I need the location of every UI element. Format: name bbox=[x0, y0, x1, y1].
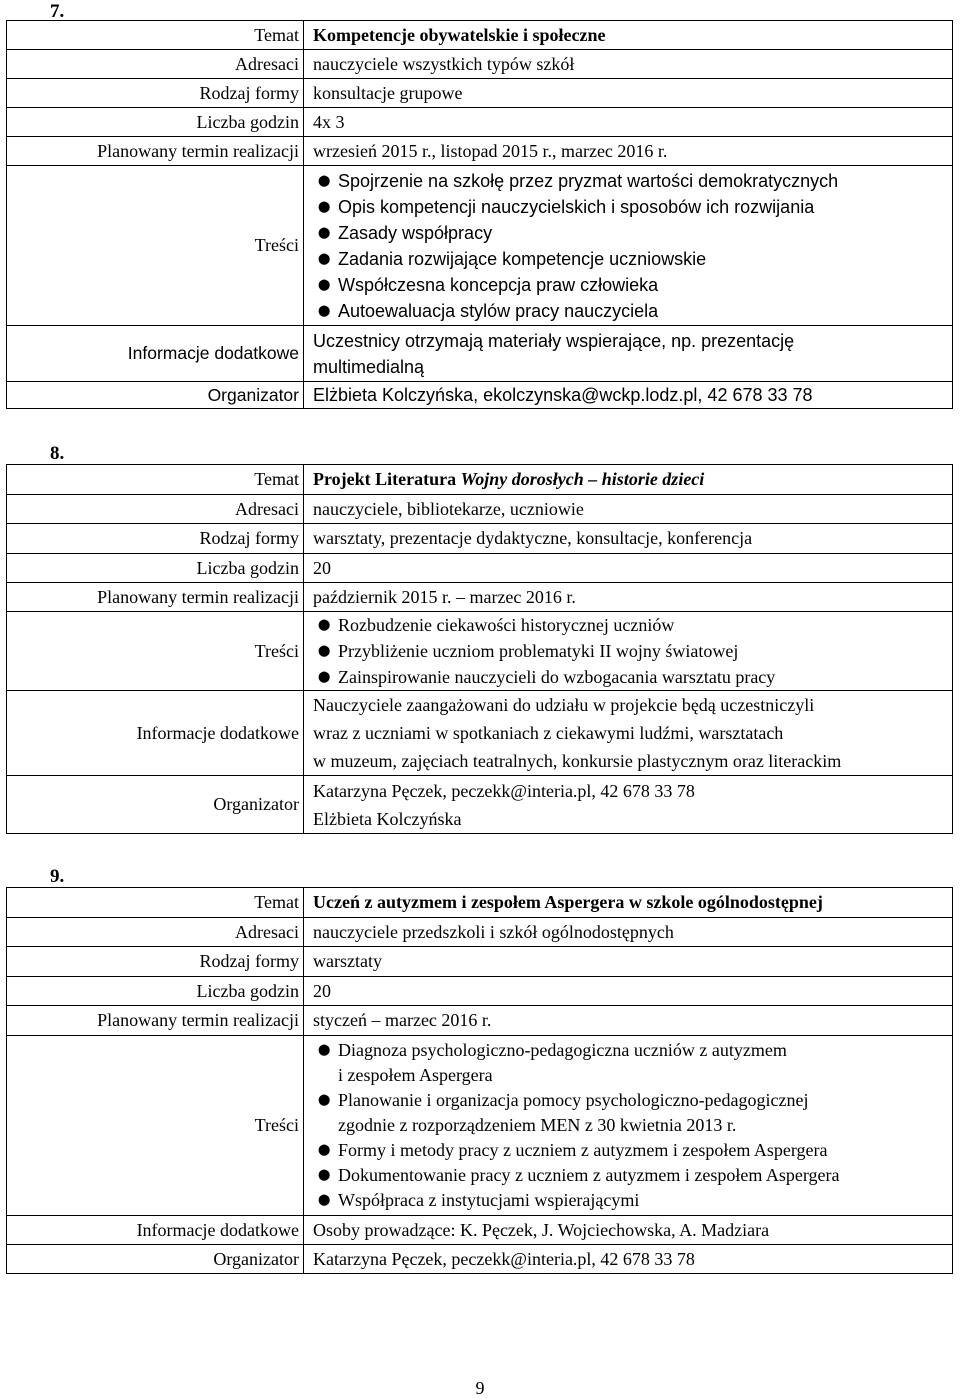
bullet-icon: ⬤ bbox=[318, 174, 331, 187]
liczba-godzin-value: 20 bbox=[304, 554, 953, 583]
rodzaj-formy-value: warsztaty, prezentacje dydaktyczne, konsultacje, konferencja bbox=[304, 524, 953, 554]
tresci-list bbox=[313, 1038, 952, 1213]
list-item bbox=[313, 1088, 952, 1138]
adresaci-value: nauczyciele wszystkich typów szkół bbox=[304, 50, 953, 79]
informacje-value: Osoby prowadzące: K. Pęczek, J. Wojciechowska, A. Madziara bbox=[304, 1216, 953, 1245]
informacje-value bbox=[304, 691, 953, 776]
bullet-icon: ⬤ bbox=[318, 200, 331, 213]
label-rodzaj-formy: Rodzaj formy bbox=[7, 79, 304, 108]
liczba-godzin-value: 20 bbox=[304, 977, 953, 1006]
list-item-text: Zadania rozwijające kompetencje uczniowskie bbox=[338, 248, 707, 269]
list-item bbox=[313, 220, 952, 246]
list-item bbox=[313, 298, 952, 324]
rodzaj-formy-value: konsultacje grupowe bbox=[304, 79, 953, 108]
label-informacje-dodatkowe: Informacje dodatkowe bbox=[7, 326, 304, 382]
page-number: 9 bbox=[475, 1378, 485, 1398]
list-item bbox=[313, 1163, 952, 1188]
termin-value: wrzesień 2015 r., listopad 2015 r., marzec 2016 r. bbox=[304, 137, 953, 166]
bullet-icon: ⬤ bbox=[318, 1144, 331, 1156]
bullet-icon: ⬤ bbox=[318, 1194, 331, 1206]
label-informacje-dodatkowe: Informacje dodatkowe bbox=[7, 1216, 304, 1245]
label-temat: Temat bbox=[7, 888, 304, 918]
list-item-text: zgodnie z rozporządzeniem MEN z 30 kwietnia 2013 r. bbox=[338, 1115, 737, 1135]
tresci-list bbox=[313, 612, 952, 690]
section-9-table bbox=[6, 887, 953, 1274]
termin-value: styczeń – marzec 2016 r. bbox=[304, 1006, 953, 1036]
list-item bbox=[313, 194, 952, 220]
tresci-value bbox=[304, 1036, 953, 1216]
info-line: Uczestnicy otrzymają materiały wspierające, np. prezentację bbox=[313, 330, 795, 351]
list-item-text: Formy i metody pracy z uczniem z autyzmem i zespołem Aspergera bbox=[338, 1140, 828, 1160]
bullet-icon: ⬤ bbox=[318, 304, 331, 317]
adresaci-value: nauczyciele, bibliotekarze, uczniowie bbox=[304, 495, 953, 524]
label-tresci: Treści bbox=[7, 166, 304, 326]
list-item bbox=[313, 1188, 952, 1213]
section-number: 7. bbox=[50, 1, 65, 22]
list-item-text: Diagnoza psychologiczno-pedagogiczna uczniów z autyzmem bbox=[338, 1040, 787, 1060]
label-termin: Planowany termin realizacji bbox=[7, 1006, 304, 1036]
list-item bbox=[313, 272, 952, 298]
informacje-value bbox=[304, 326, 953, 382]
list-item-text: Planowanie i organizacja pomocy psychologiczno-pedagogicznej bbox=[338, 1090, 809, 1110]
label-rodzaj-formy: Rodzaj formy bbox=[7, 524, 304, 554]
rodzaj-formy-value: warsztaty bbox=[304, 947, 953, 977]
termin-value: październik 2015 r. – marzec 2016 r. bbox=[304, 583, 953, 612]
section-number: 9. bbox=[50, 866, 65, 887]
label-adresaci: Adresaci bbox=[7, 495, 304, 524]
label-tresci: Treści bbox=[7, 612, 304, 691]
section-number: 8. bbox=[50, 443, 65, 464]
bullet-icon: ⬤ bbox=[318, 1169, 331, 1181]
list-item-text: Współpraca z instytucjami wspierającymi bbox=[338, 1190, 640, 1210]
organizator-value bbox=[304, 776, 953, 834]
label-informacje-dodatkowe: Informacje dodatkowe bbox=[7, 691, 304, 776]
temat-part: Projekt Literatura bbox=[313, 469, 461, 489]
list-item-text: Zainspirowanie nauczycieli do wzbogacania warsztatu pracy bbox=[338, 667, 776, 687]
list-item-text: i zespołem Aspergera bbox=[338, 1065, 493, 1085]
organizator-value: Elżbieta Kolczyńska, ekolczynska@wckp.lodz.pl, 42 678 33 78 bbox=[304, 382, 953, 409]
list-item bbox=[313, 638, 952, 664]
label-liczba-godzin: Liczba godzin bbox=[7, 977, 304, 1006]
label-adresaci: Adresaci bbox=[7, 50, 304, 79]
tresci-value bbox=[304, 166, 953, 326]
adresaci-value: nauczyciele przedszkoli i szkół ogólnodostępnych bbox=[304, 918, 953, 947]
label-organizator: Organizator bbox=[7, 776, 304, 834]
info-line: Nauczyciele zaangażowani do udziału w projekcie będą uczestniczyli bbox=[313, 695, 815, 715]
bullet-icon: ⬤ bbox=[318, 645, 331, 657]
section-7-table bbox=[6, 20, 953, 409]
list-item bbox=[313, 1038, 952, 1088]
section-8-table bbox=[6, 464, 953, 834]
label-temat: Temat bbox=[7, 21, 304, 50]
label-organizator: Organizator bbox=[7, 382, 304, 409]
list-item-text: Dokumentowanie pracy z uczniem z autyzmem i zespołem Aspergera bbox=[338, 1165, 840, 1185]
temat-value: Kompetencje obywatelskie i społeczne bbox=[304, 21, 953, 50]
bullet-icon: ⬤ bbox=[318, 1094, 331, 1106]
info-line: multimedialną bbox=[313, 356, 425, 377]
list-item-text: Spojrzenie na szkołę przez pryzmat wartości demokratycznych bbox=[338, 170, 839, 191]
bullet-icon: ⬤ bbox=[318, 278, 331, 291]
list-item bbox=[313, 246, 952, 272]
list-item-text: Rozbudzenie ciekawości historycznej uczniów bbox=[338, 615, 675, 635]
label-liczba-godzin: Liczba godzin bbox=[7, 554, 304, 583]
label-adresaci: Adresaci bbox=[7, 918, 304, 947]
label-termin: Planowany termin realizacji bbox=[7, 583, 304, 612]
organizator-line: Katarzyna Pęczek, peczekk@interia.pl, 42 678 33 78 bbox=[313, 780, 695, 801]
list-item bbox=[313, 1138, 952, 1163]
organizator-value: Katarzyna Pęczek, peczekk@interia.pl, 42 678 33 78 bbox=[304, 1245, 953, 1274]
temat-value bbox=[304, 465, 953, 495]
list-item-text: Autoewaluacja stylów pracy nauczyciela bbox=[338, 300, 659, 321]
temat-value: Uczeń z autyzmem i zespołem Aspergera w szkole ogólnodostępnej bbox=[304, 888, 953, 918]
label-temat: Temat bbox=[7, 465, 304, 495]
bullet-icon: ⬤ bbox=[318, 226, 331, 239]
tresci-value bbox=[304, 612, 953, 691]
list-item-text: Zasady współpracy bbox=[338, 222, 493, 243]
tresci-list bbox=[313, 168, 952, 324]
liczba-godzin-value: 4x 3 bbox=[304, 108, 953, 137]
temat-title-italic: Wojny dorosłych bbox=[460, 469, 584, 489]
list-item bbox=[313, 612, 952, 638]
list-item bbox=[313, 168, 952, 194]
info-line: wraz z uczniami w spotkaniach z ciekawymi ludźmi, warsztatach bbox=[313, 723, 784, 743]
label-liczba-godzin: Liczba godzin bbox=[7, 108, 304, 137]
list-item-text: Przybliżenie uczniom problematyki II wojny światowej bbox=[338, 641, 739, 661]
info-line: w muzeum, zajęciach teatralnych, konkursie plastycznym oraz literackim bbox=[313, 751, 842, 771]
list-item-text: Współczesna koncepcja praw człowieka bbox=[338, 274, 659, 295]
label-termin: Planowany termin realizacji bbox=[7, 137, 304, 166]
label-tresci: Treści bbox=[7, 1036, 304, 1216]
list-item bbox=[313, 664, 952, 690]
label-organizator: Organizator bbox=[7, 1245, 304, 1274]
label-rodzaj-formy: Rodzaj formy bbox=[7, 947, 304, 977]
list-item-text: Opis kompetencji nauczycielskich i sposobów ich rozwijania bbox=[338, 196, 815, 217]
bullet-icon: ⬤ bbox=[318, 619, 331, 631]
organizator-line: Elżbieta Kolczyńska bbox=[313, 808, 462, 829]
bullet-icon: ⬤ bbox=[318, 671, 331, 683]
bullet-icon: ⬤ bbox=[318, 252, 331, 265]
temat-part-italic: – historie dzieci bbox=[583, 469, 705, 489]
bullet-icon: ⬤ bbox=[318, 1044, 331, 1056]
